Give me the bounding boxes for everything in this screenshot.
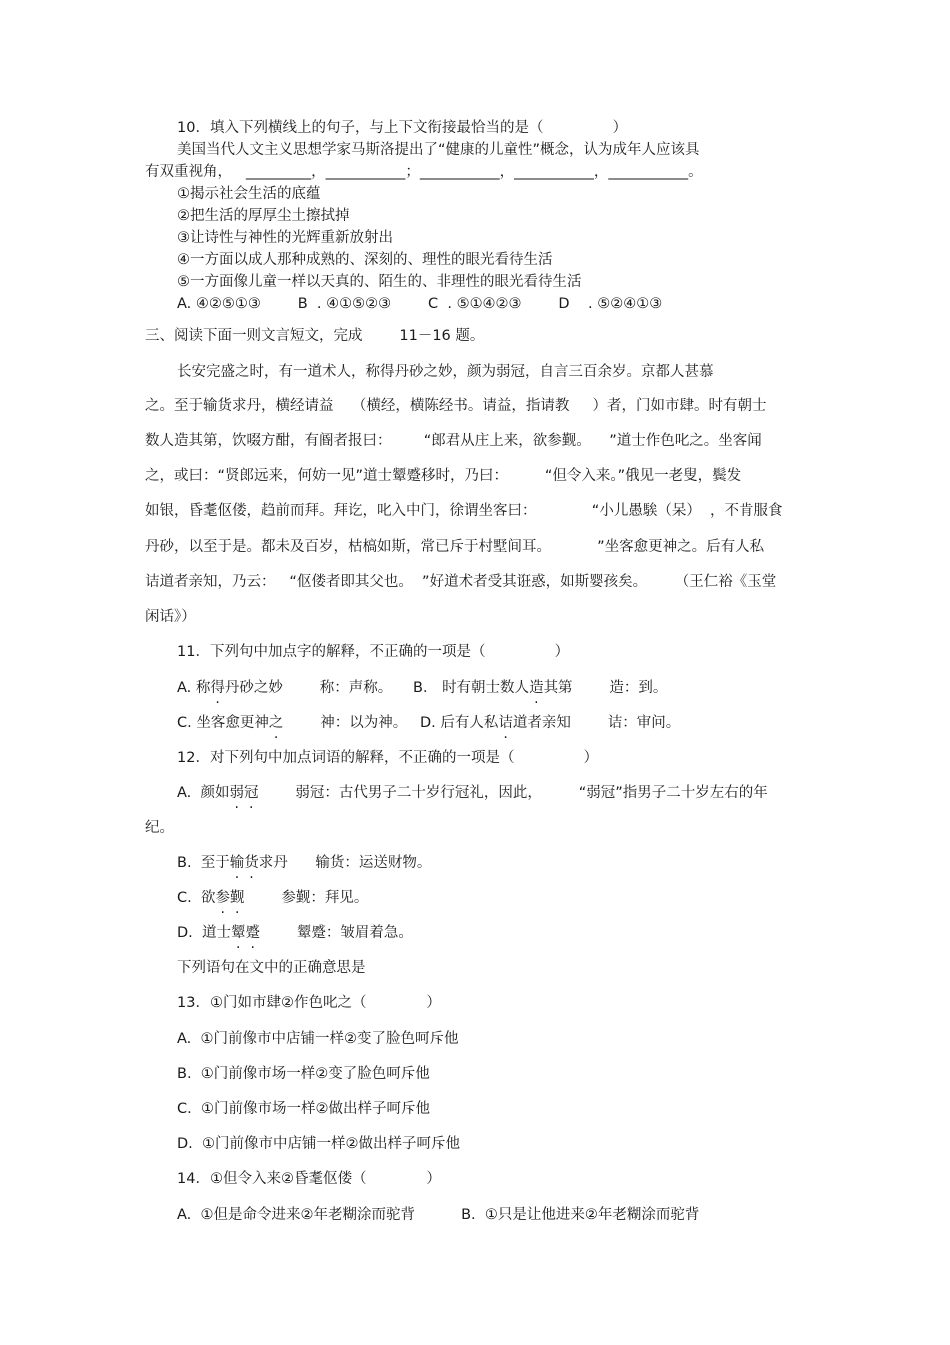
q12-stem: 12．对下列句中加点词语的解释，不正确的一项是（ ） <box>177 750 599 766</box>
emphasis-dot-char: 之 <box>268 715 284 731</box>
q13-option-a: A. ①门前像市中店铺一样②变了脸色呵斥他 <box>177 1031 459 1047</box>
q10-item-4: ④一方面以成人那种成熟的、深刻的、理性的眼光看待生活 <box>177 252 553 268</box>
q10-options: A. ④②⑤①③ B . ④①⑤②③ C . ⑤①④②③ D . ⑤②④①③ <box>177 296 663 312</box>
q11-option-b: B． 时有朝士数人造其第 造：到。 <box>413 680 668 696</box>
q10-stem: 10．填入下列横线上的句子，与上下文衔接最恰当的是（ ） <box>177 120 628 136</box>
q11-stem: 11．下列句中加点字的解释，不正确的一项是（ ） <box>177 644 570 660</box>
emphasis-dot-char: 诘 <box>498 715 513 731</box>
q12-option-c: C. 欲参觐 参觐：拜见。 <box>177 890 369 906</box>
q12-option-b: B. 至于输货求丹 输货：运送财物。 <box>177 855 432 871</box>
q10-item-1: ①揭示社会生活的底蕴 <box>177 186 321 202</box>
q12-option-a: A. 颜如弱冠 弱冠：古代男子二十岁行冠礼，因此， “弱冠”指男子二十岁左右的年 <box>177 785 768 801</box>
passage-line-7: 诘道者亲知，乃云： “伛偻者即其父也。 ”好道术者受其诳惑，如斯婴孩矣。 （王仁裕《玉堂 <box>145 574 777 590</box>
q13-option-d: D. ①门前像市中店铺一样②做出样子呵斥他 <box>177 1136 460 1152</box>
q10-passage-line2: 有双重视角， _________，___________；___________，___________，___________。 <box>145 164 703 180</box>
q13-option-b: B. ①门前像市场一样②变了脸色呵斥他 <box>177 1066 430 1082</box>
q14-options: A. ①但是命令进来②年老糊涂而驼背 B. ①只是让他进来②年老糊涂而驼背 <box>177 1207 700 1223</box>
q10-item-3: ③让诗性与神性的光辉重新放射出 <box>177 230 393 246</box>
section3-heading: 三、阅读下面一则文言短文，完成 11－16 题。 <box>145 328 485 344</box>
q12-option-a-cont: 纪。 <box>145 820 174 836</box>
passage-line-5: 如银，昏耄伛偻，趋前而拜。拜讫，叱入中门，徐谓坐客曰： “小儿愚騃（呆） ，不肯服食 <box>145 503 783 519</box>
passage-line-3: 数人造其第，饮啜方酣，有阍者报曰： “郎君从庄上来，欲参觐。 ”道士作色叱之。坐客闻 <box>145 433 762 449</box>
q10-item-2: ②把生活的厚厚尘土擦拭掉 <box>177 208 350 224</box>
q13-stem: 13．①门如市肆②作色叱之（ ） <box>177 995 441 1011</box>
passage-line-1: 长安完盛之时，有一道术人，称得丹砂之妙，颜为弱冠，自言三百余岁。京都人甚慕 <box>177 364 714 380</box>
passage-line-6: 丹砂，以至于是。都未及百岁，枯槁如斯，常已斥于村墅间耳。 ”坐客愈更神之。后有人私 <box>145 539 765 555</box>
q10-passage-line1: 美国当代人文主义思想学家马斯洛提出了“健康的儿童性”概念，认为成年人应该具 <box>177 142 700 158</box>
q13-option-c: C. ①门前像市场一样②做出样子呵斥他 <box>177 1101 430 1117</box>
passage-line-8: 闲话》） <box>145 609 196 625</box>
passage-line-2: 之。至于输货求丹，横经请益 （横经，横陈经书。请益，指请教 ）者，门如市肆。时有朝士 <box>145 398 767 414</box>
q10-item-5: ⑤一方面像儿童一样以天真的、陌生的、非理性的眼光看待生活 <box>177 274 582 290</box>
q12-option-d: D. 道士颦蹙 颦蹙：皱眉着急。 <box>177 925 413 941</box>
sub-heading: 下列语句在文中的正确意思是 <box>177 960 366 976</box>
q14-stem: 14．①但令入来②昏耄伛偻（ ） <box>177 1171 441 1187</box>
q11-option-d: D. 后有人私诘道者亲知 诘：审问。 <box>420 715 681 731</box>
emphasis-dot-char: 得 <box>210 680 225 696</box>
q11-option-a: A. 称得丹砂之妙 称：声称。 <box>177 680 393 696</box>
emphasis-dot-char: 造 <box>529 680 544 696</box>
q11-option-c: C. 坐客愈更神之 神：以为神。 <box>177 715 408 731</box>
passage-line-4: 之，或曰：“贤郎远来，何妨一见”道士颦蹙移时，乃曰： “但令入来。”俄见一老叟，鬓发 <box>145 468 742 484</box>
